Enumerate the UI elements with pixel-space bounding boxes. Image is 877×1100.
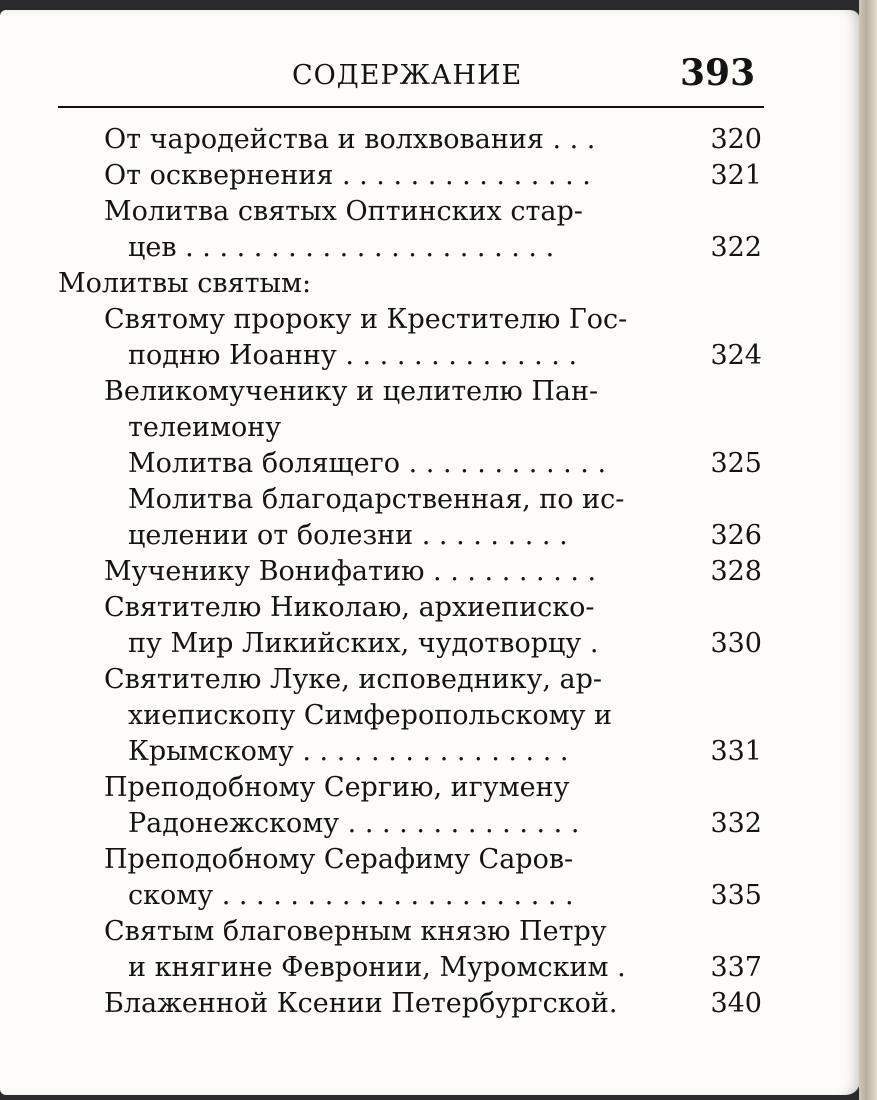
book-edge [859,0,877,1100]
toc-entry [0,374,860,410]
toc-entry-title: Блаженной Ксении Петербургской. [104,988,618,1019]
toc-entry-page: 332 [710,808,762,839]
toc-entry [0,194,860,230]
toc-entry-title: Святителю Луке, исповеднику, ар- [104,664,603,695]
toc-entry-title: целении от болезни . . . . . . . . . [128,520,568,551]
toc-entry [0,806,860,842]
page-number: 393 [680,52,756,94]
toc-entry-title: пу Мир Ликийских, чудотворцу . [128,628,599,659]
toc-entry [0,410,860,446]
toc-entry-title: хиепископу Симферопольскому и [128,700,613,731]
toc-entry-page: 337 [710,952,762,983]
toc-entry [0,734,860,770]
toc-entry [0,986,860,1022]
header-rule [58,106,764,108]
toc-entry-title: Молитва болящего . . . . . . . . . . . . [128,448,607,479]
toc-entry-title: Преподобному Серафиму Саров- [104,844,574,875]
toc-entry-page: 331 [710,736,762,767]
toc-entry-page: 330 [710,628,762,659]
toc-entry-page: 324 [710,340,762,371]
toc-entry-title: и княгине Февронии, Муромским . [128,952,626,983]
toc-entry [0,662,860,698]
toc-entry [0,266,860,302]
toc-entry [0,626,860,662]
toc-entry-page: 326 [710,520,762,551]
toc-entry [0,302,860,338]
toc-entry [0,230,860,266]
toc-entry [0,842,860,878]
toc-entry-title: подню Иоанну . . . . . . . . . . . . . . [128,340,578,371]
toc-entry-title: Святому пророку и Крестителю Гос- [104,304,628,335]
toc-entry [0,698,860,734]
running-head: СОДЕРЖАНИЕ [292,60,523,91]
toc-entry [0,482,860,518]
toc-entry [0,554,860,590]
toc-entry-title: скому . . . . . . . . . . . . . . . . . . . . . [128,880,574,911]
toc-entry-title: Преподобному Сергию, игумену [104,772,570,803]
toc-entry [0,518,860,554]
toc-entry [0,770,860,806]
toc-entry-page: 328 [710,556,762,587]
toc-entry-title: Святым благоверным князю Петру [104,916,607,947]
toc-entry-page: 322 [710,232,762,263]
toc-entry [0,950,860,986]
toc-entry-page: 335 [710,880,762,911]
toc-entry-title: Святителю Николаю, архиеписко- [104,592,595,623]
toc-entry-page: 321 [710,160,762,191]
toc-entry [0,914,860,950]
toc-entry-title: Мученику Вонифатию . . . . . . . . . . [104,556,597,587]
toc-entry-title: Крымскому . . . . . . . . . . . . . . . . [128,736,569,767]
toc-entry [0,590,860,626]
toc-entry-title: телеимону [128,412,282,443]
toc-entry-title: Молитва святых Оптинских стар- [104,196,583,227]
toc-entry-title: Радонежскому . . . . . . . . . . . . . . [128,808,580,839]
toc-entry-title: Молитвы святым: [58,268,312,299]
toc-entry-page: 340 [710,988,762,1019]
toc-entry-title: цев . . . . . . . . . . . . . . . . . . . . . . [128,232,555,263]
book-page [0,10,860,1095]
toc-entry-page: 320 [710,124,762,155]
toc-entry [0,446,860,482]
toc-entry-page: 325 [710,448,762,479]
toc-entry-title: От чародейства и волхвования . . . [104,124,596,155]
table-of-contents [0,122,860,1022]
toc-entry-title: Молитва благодарственная, по ис- [128,484,625,515]
toc-entry [0,122,860,158]
toc-entry [0,158,860,194]
toc-entry-title: Великомученику и целителю Пан- [104,376,599,407]
toc-entry [0,338,860,374]
toc-entry [0,878,860,914]
toc-entry-title: От осквернения . . . . . . . . . . . . . . . [104,160,591,191]
